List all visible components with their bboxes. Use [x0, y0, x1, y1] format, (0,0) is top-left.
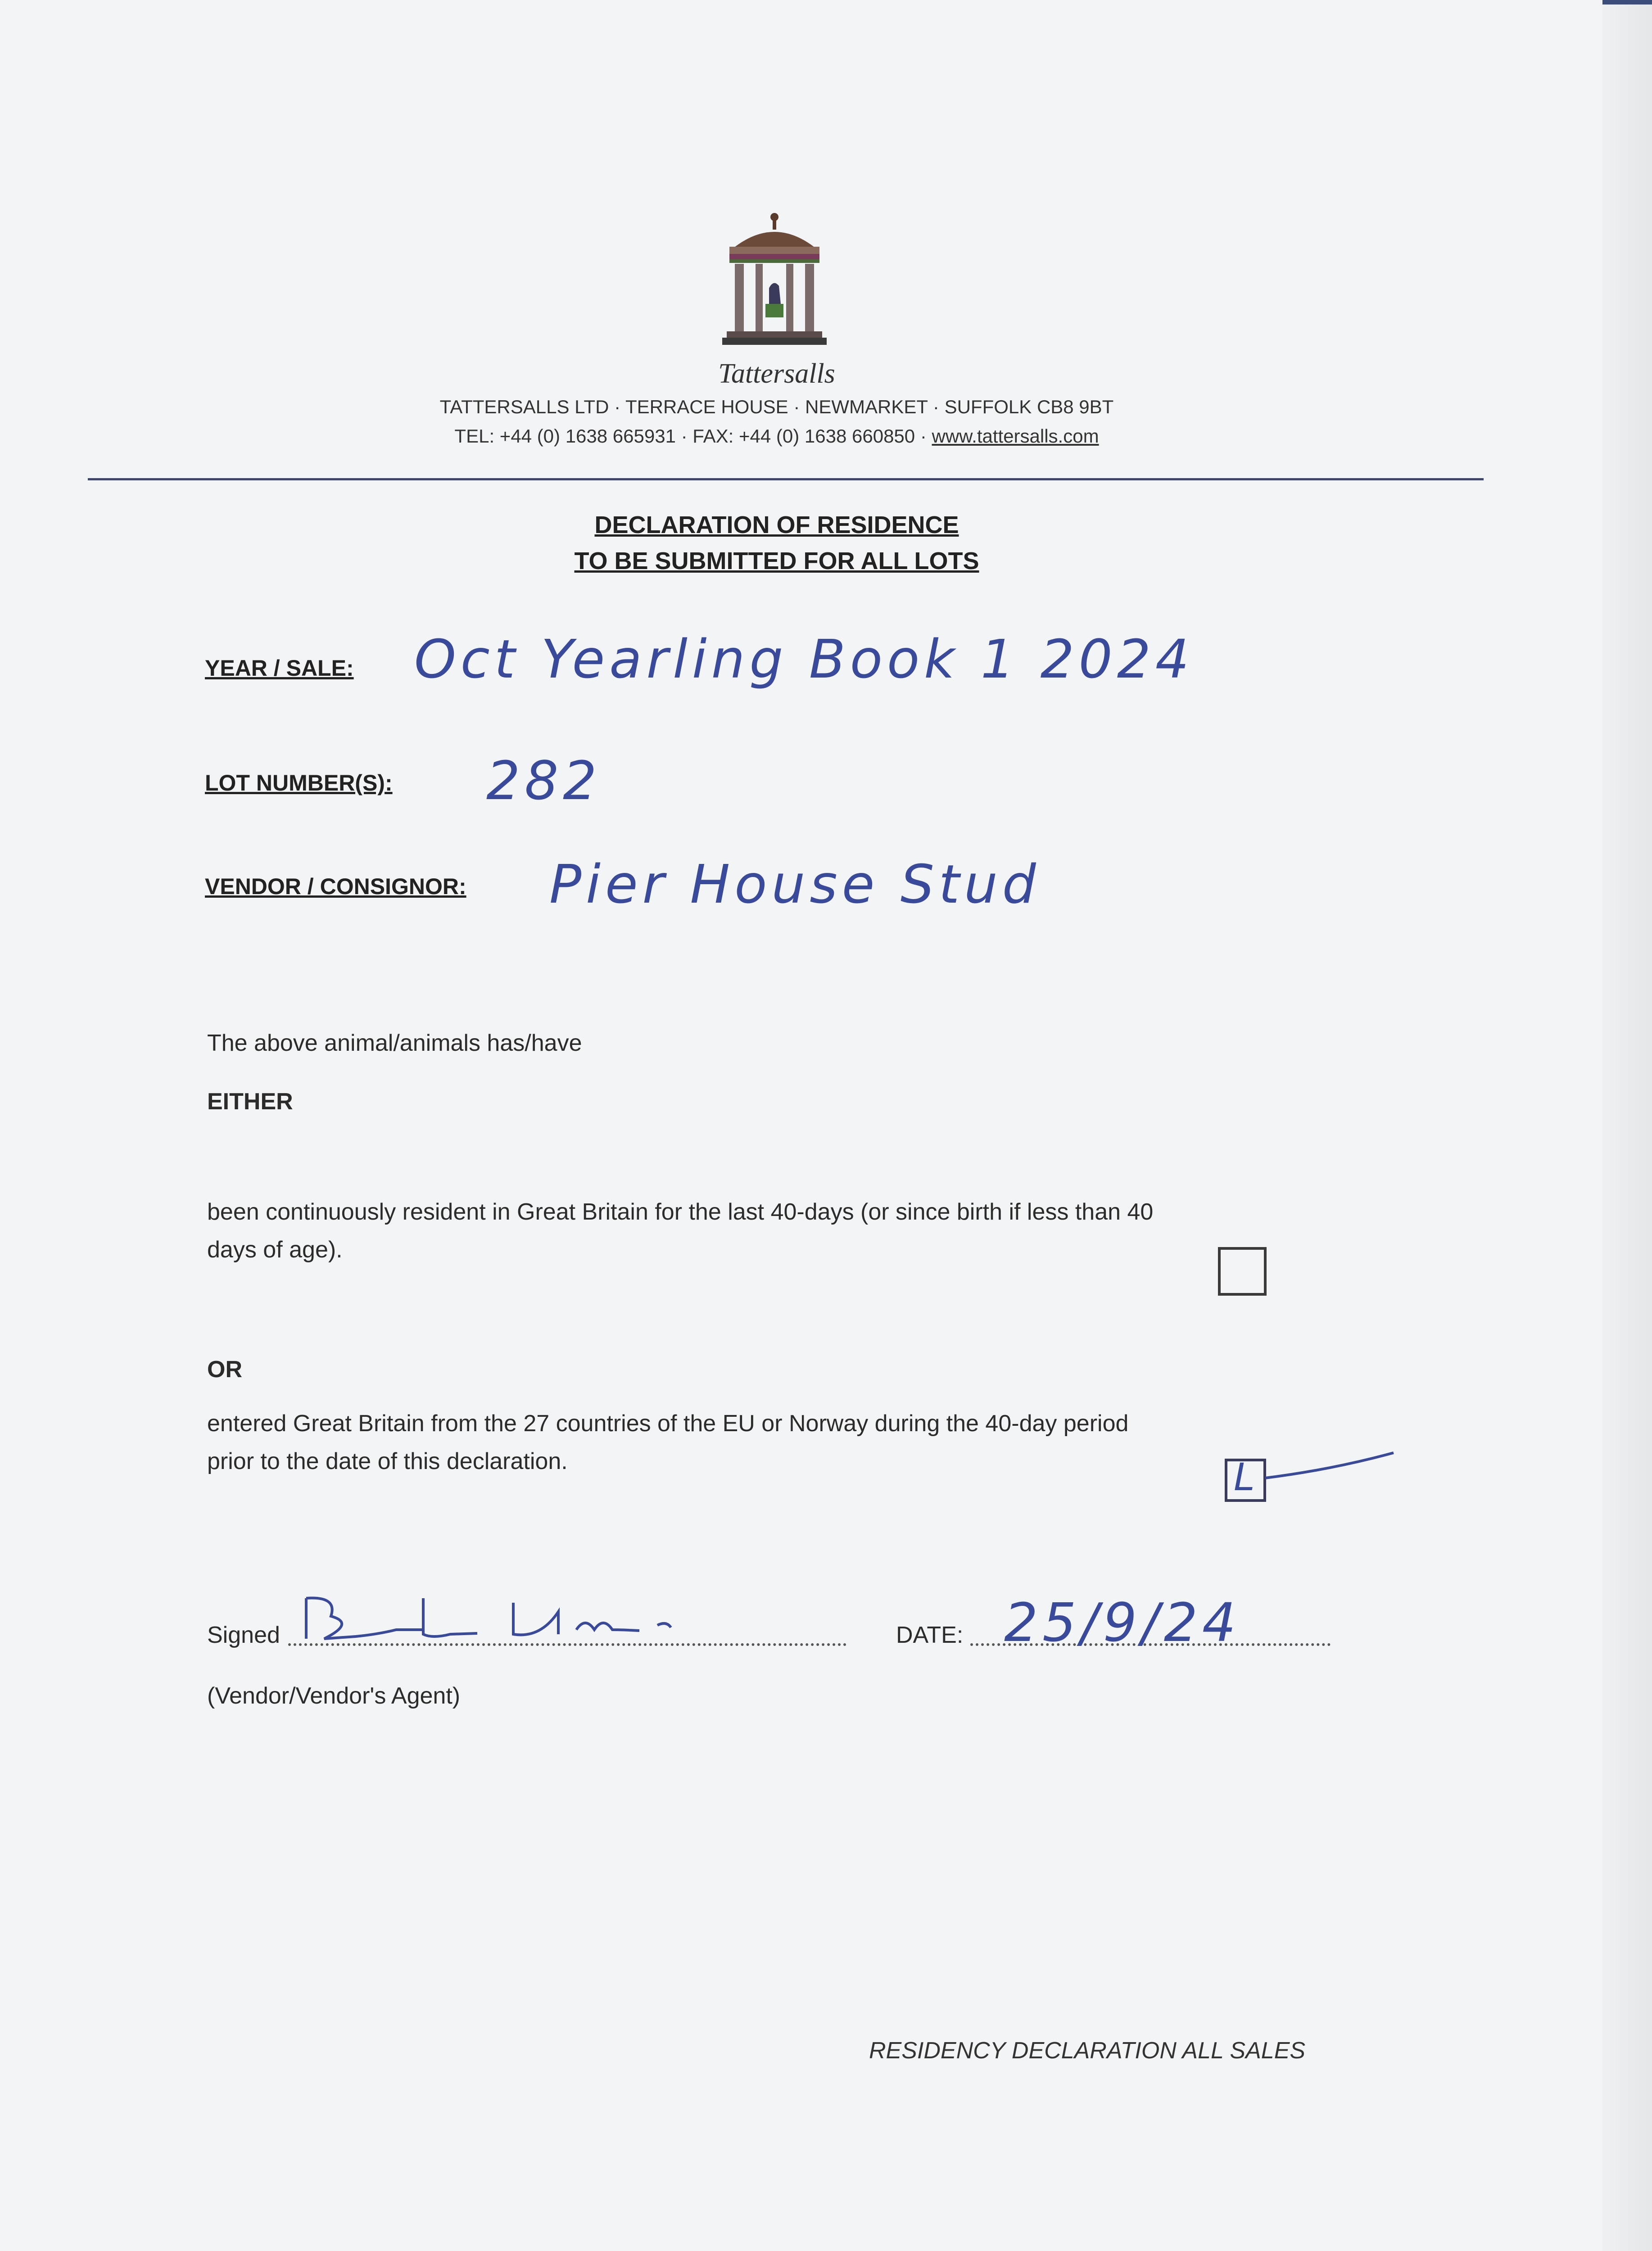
or-label: OR	[207, 1356, 242, 1383]
header-divider	[88, 478, 1484, 480]
signature-drawing[interactable]	[288, 1585, 738, 1657]
company-address: TATTERSALLS LTD · TERRACE HOUSE · NEWMARKET · SUFFOLK CB8 9BT	[439, 396, 1114, 417]
option2-checkbox[interactable]	[1225, 1455, 1266, 1502]
date-value[interactable]: 25/9/24	[1004, 1591, 1240, 1654]
lot-number-value[interactable]: 282	[486, 750, 602, 812]
footer-note: RESIDENCY DECLARATION ALL SALES	[869, 2038, 1306, 2064]
date-label: DATE:	[896, 1622, 964, 1648]
option2-line2: prior to the date of this declaration.	[207, 1448, 568, 1474]
company-contact	[0, 425, 1553, 447]
check-tick-stroke	[1263, 1447, 1398, 1488]
vendor-label: VENDOR / CONSIGNOR:	[205, 874, 466, 899]
year-sale-label: YEAR / SALE:	[205, 655, 354, 681]
website-link[interactable]: www.tattersalls.com	[932, 425, 1099, 447]
lot-number-label: LOT NUMBER(S):	[205, 770, 393, 796]
brand-name: Tattersalls	[718, 358, 835, 389]
signer-role: (Vendor/Vendor's Agent)	[207, 1683, 461, 1709]
option1-checkbox[interactable]	[1218, 1247, 1267, 1296]
contact-phone-fax: TEL: +44 (0) 1638 665931 · FAX: +44 (0) 1638 660850 ·	[454, 425, 932, 447]
form-subtitle: TO BE SUBMITTED FOR ALL LOTS	[574, 547, 979, 574]
page-edge-shadow	[1602, 0, 1652, 2251]
option1-line2: days of age).	[207, 1237, 343, 1263]
intro-text: The above animal/animals has/have	[207, 1030, 582, 1056]
form-title: DECLARATION OF RESIDENCE	[594, 511, 959, 538]
option2-line1: entered Great Britain from the 27 countries of the EU or Norway during the 40-day period	[207, 1410, 1129, 1437]
option2-check-mark: L	[1234, 1455, 1255, 1499]
either-label: EITHER	[207, 1089, 293, 1115]
year-sale-value[interactable]: Oct Yearling Book 1 2024	[414, 628, 1194, 690]
tattersalls-logo	[716, 212, 833, 360]
option1-line1: been continuously resident in Great Britain for the last 40-days (or since birth if less than 40	[207, 1199, 1154, 1225]
signed-label: Signed	[207, 1622, 280, 1648]
vendor-value[interactable]: Pier House Stud	[549, 853, 1041, 915]
page-corner-mark	[1602, 0, 1652, 5]
